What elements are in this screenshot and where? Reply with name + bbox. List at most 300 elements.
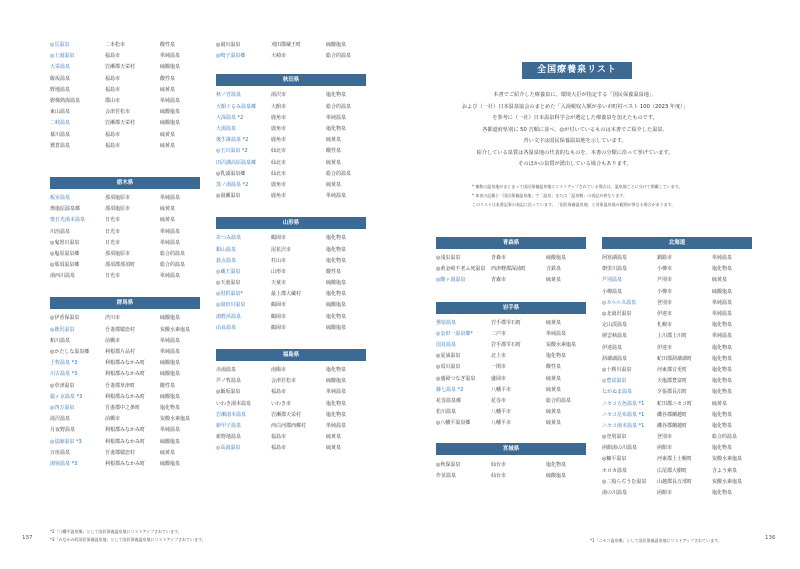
onsen-spring-type: 塩化物泉 xyxy=(546,461,567,468)
onsen-city: 磯谷郡蘭越町 xyxy=(657,411,688,418)
onsen-row xyxy=(50,347,200,358)
onsen-city: 北上市 xyxy=(491,353,507,360)
onsen-name: ◎北湯沢温泉 xyxy=(602,311,632,318)
onsen-name: 伊達温泉 xyxy=(602,344,623,351)
onsen-name: 秋ノ宮温泉 xyxy=(216,92,242,99)
onsen-city: 利根郡みなかみ町 xyxy=(105,438,146,445)
onsen-spring-type: 硫酸塩泉 xyxy=(326,324,347,331)
section-yamagata xyxy=(216,217,366,334)
onsen-name: 新甲子温泉 xyxy=(216,422,242,429)
onsen-row xyxy=(216,410,366,421)
onsen-spring-type: 塩化物泉 xyxy=(326,313,347,320)
onsen-name: ながぬま温泉 xyxy=(602,389,633,396)
onsen-city: 八幡平市 xyxy=(491,409,512,416)
onsen-spring-type: 単純温泉 xyxy=(160,349,181,356)
onsen-name: ◎伊香保温泉 xyxy=(50,315,80,322)
onsen-city: 山形市 xyxy=(271,268,287,275)
onsen-spring-type: 硫酸塩泉 xyxy=(160,438,181,445)
onsen-city: 吾妻郡嬬恋村 xyxy=(105,326,136,333)
onsen-spring-type: 塩化物泉 xyxy=(326,246,347,253)
onsen-city: 日光市 xyxy=(105,239,121,246)
onsen-name: 田沢湖高原温泉郷 xyxy=(216,159,257,166)
onsen-spring-type: 硫酸塩泉 xyxy=(160,315,181,322)
onsen-spring-type: 単純温泉 xyxy=(326,114,347,121)
onsen-name: 銀山温泉 xyxy=(216,246,237,253)
onsen-name: 東山温泉 xyxy=(50,109,71,116)
onsen-city: 日光市 xyxy=(105,217,121,224)
onsen-name: 飯坂温泉 xyxy=(50,75,71,82)
onsen-row xyxy=(602,275,752,286)
col-3 xyxy=(436,234,586,482)
section-aomori xyxy=(436,237,586,287)
onsen-spring-type: 酸性泉 xyxy=(326,148,342,155)
onsen-row xyxy=(436,329,586,340)
onsen-row xyxy=(216,40,366,51)
onsen-row xyxy=(436,264,586,275)
prefecture-header: 山形県 xyxy=(216,217,366,229)
onsen-name: 国見温泉 xyxy=(436,342,457,349)
onsen-city: 日光市 xyxy=(105,228,121,235)
text-line: そのほかの泉質が湧出している場合もあります。 xyxy=(518,161,632,167)
onsen-list xyxy=(436,459,586,481)
onsen-row xyxy=(50,425,200,436)
onsen-name: 定山渓温泉 xyxy=(602,322,628,329)
onsen-spring-type: 硫黄泉 xyxy=(546,420,562,427)
onsen-city: 大崎市 xyxy=(271,53,287,60)
onsen-spring-type: 単純温泉 xyxy=(160,239,181,246)
onsen-name: 川古温泉 *3 xyxy=(50,371,78,378)
onsen-row xyxy=(216,289,366,300)
col-4 xyxy=(602,234,752,499)
onsen-city: 鹿角市 xyxy=(271,137,287,144)
onsen-city: 福島市 xyxy=(105,53,121,60)
onsen-row xyxy=(50,260,200,271)
onsen-city: 利根郡みなかみ町 xyxy=(105,360,146,367)
onsen-name: ◎岳温泉 xyxy=(50,42,70,49)
onsen-row xyxy=(602,309,752,320)
onsen-spring-type: 炭酸水素塩泉 xyxy=(160,416,191,423)
onsen-city: 福島市 xyxy=(271,389,287,396)
onsen-spring-type: 硫酸塩泉 xyxy=(160,64,181,71)
onsen-name: ◎飯坂温泉 xyxy=(216,389,241,396)
onsen-spring-type: 塩化物泉 xyxy=(326,257,347,264)
onsen-row xyxy=(602,432,752,443)
onsen-spring-type: 単純温泉 xyxy=(160,194,181,201)
onsen-row xyxy=(602,488,752,499)
onsen-city: 仙北市 xyxy=(271,170,287,177)
onsen-name: ニセコ五色温泉 *1 xyxy=(602,400,645,407)
onsen-name: ◎二股らぢうむ温泉 xyxy=(602,478,647,485)
onsen-row xyxy=(216,365,366,376)
notes xyxy=(472,182,722,209)
onsen-name: 万座温泉 xyxy=(50,449,71,456)
prefecture-header: 青森県 xyxy=(436,237,586,249)
onsen-city: 南陽市 xyxy=(271,367,287,374)
onsen-spring-type: 単純温泉 xyxy=(326,389,347,396)
onsen-spring-type: 酸性泉 xyxy=(160,382,176,389)
col-2 xyxy=(216,40,366,454)
onsen-spring-type: 塩化物泉 xyxy=(326,367,347,374)
onsen-name: ◎秋保温泉 xyxy=(436,461,461,468)
onsen-row xyxy=(216,233,366,244)
onsen-spring-type: 硫酸塩泉 xyxy=(326,42,347,49)
onsen-city: 仙台市 xyxy=(491,461,507,468)
onsen-spring-type: 硫黄泉 xyxy=(160,131,176,138)
onsen-row xyxy=(216,191,366,202)
onsen-name: 湯宿温泉 *3 xyxy=(50,460,78,467)
onsen-city: 鶴岡市 xyxy=(271,313,287,320)
onsen-name: 後生掛温泉 *2 xyxy=(216,137,249,144)
onsen-spring-type: 単純温泉 xyxy=(712,333,733,340)
onsen-spring-type: 単純温泉 xyxy=(160,98,181,105)
onsen-row xyxy=(50,62,200,73)
onsen-row xyxy=(216,102,366,113)
onsen-row xyxy=(50,436,200,447)
onsen-city: 青森市 xyxy=(491,255,507,262)
section-hokkaido xyxy=(602,237,752,499)
onsen-spring-type: 炭酸水素塩泉 xyxy=(712,456,743,463)
onsen-row xyxy=(216,432,366,443)
onsen-name: ◎湯田川温泉 xyxy=(216,302,246,309)
onsen-name: 滝沢温泉 xyxy=(50,416,71,423)
page-title: 全国療養泉リスト xyxy=(522,62,632,79)
onsen-city: 夕張郡長沼町 xyxy=(657,389,688,396)
onsen-spring-type: 硫黄泉 xyxy=(546,386,562,393)
onsen-name: 湯野浜温泉 xyxy=(216,313,242,320)
onsen-spring-type: 硫酸塩泉 xyxy=(160,393,181,400)
text-line: 本書でご紹介した療養泉に、環境大臣が指定する「国民保養温泉地」、 xyxy=(493,92,657,98)
onsen-spring-type: 硫酸塩泉 xyxy=(712,288,733,295)
onsen-row xyxy=(50,130,200,141)
onsen-spring-type: 塩化物泉 xyxy=(326,291,347,298)
onsen-spring-type: 硫酸塩泉 xyxy=(160,120,181,127)
onsen-list xyxy=(602,253,752,499)
onsen-row xyxy=(50,414,200,425)
onsen-name: ◎鬼怒川温泉 xyxy=(50,239,80,246)
onsen-name: 磐梯熱海温泉 xyxy=(50,98,81,105)
onsen-city: 芦別市 xyxy=(657,277,673,284)
onsen-name: 二岐温泉 xyxy=(50,120,71,127)
onsen-row xyxy=(436,362,586,373)
onsen-city: 天塩郡豊富町 xyxy=(657,378,688,385)
onsen-name: ◎玉川温泉 *2 xyxy=(216,148,248,155)
onsen-row xyxy=(216,51,366,62)
onsen-city: 那須塩原市 xyxy=(105,194,131,201)
onsen-name: ◎八幡平温泉郷 xyxy=(436,420,471,427)
onsen-row xyxy=(50,369,200,380)
onsen-row xyxy=(436,396,586,407)
onsen-list xyxy=(436,253,586,287)
prefecture-header: 宮城県 xyxy=(436,443,586,455)
onsen-name: 鷲倉温泉 xyxy=(50,142,71,149)
onsen-name: ◎かたしな温泉郷 xyxy=(50,349,90,356)
onsen-city: 岩瀬郡天栄村 xyxy=(271,411,302,418)
onsen-spring-type: 単純温泉 xyxy=(712,255,733,262)
onsen-spring-type: 塩化物泉 xyxy=(712,322,733,329)
onsen-spring-type: 含鉄泉 xyxy=(546,266,562,273)
page-number-left: 137 xyxy=(22,535,33,541)
onsen-name: ◎登別温泉 xyxy=(602,434,627,441)
onsen-city: 河東郡音更町 xyxy=(657,366,688,373)
onsen-city: 西白河郡西郷村 xyxy=(271,422,307,429)
onsen-name: ◎浅虫温泉 xyxy=(436,255,461,262)
intro-text xyxy=(440,90,710,171)
onsen-row xyxy=(216,399,366,410)
onsen-city: 福島市 xyxy=(271,434,287,441)
text-line: * 複数の温泉地がまとまって国民保養温泉地にリストアップされている場合は、温泉地ごとに分けて掲載しています。 xyxy=(472,184,683,189)
onsen-spring-type: 単純温泉 xyxy=(712,311,733,318)
onsen-row xyxy=(216,90,366,101)
onsen-city: 前橋市 xyxy=(105,337,121,344)
text-line: * 本表の記載と「国民保養温泉地」で「温泉」または「温泉郷」の表記が異なります。 xyxy=(472,193,627,198)
onsen-city: 那須塩原市 xyxy=(105,250,131,257)
onsen-spring-type: 塩化物泉 xyxy=(712,378,733,385)
onsen-city: 吾妻郡嬬恋村 xyxy=(105,449,136,456)
onsen-spring-type: 総合的温泉 xyxy=(546,397,572,404)
onsen-name: あつみ温泉 xyxy=(216,235,242,242)
onsen-name: ◎法師温泉 *3 xyxy=(50,438,82,445)
onsen-name: 大深温泉 *2 xyxy=(216,114,244,121)
onsen-city: 岩手郡雫石町 xyxy=(491,342,522,349)
onsen-row xyxy=(50,118,200,129)
onsen-row xyxy=(216,323,366,334)
onsen-spring-type: 硫黄泉 xyxy=(546,409,562,416)
onsen-city: 利根郡みなかみ町 xyxy=(105,460,146,467)
onsen-name: 湯西川温泉 xyxy=(50,273,76,280)
onsen-name: 芦別温泉 xyxy=(602,277,623,284)
onsen-spring-type: 酸性泉 xyxy=(160,75,176,82)
onsen-row xyxy=(50,313,200,324)
onsen-city: 鹿角市 xyxy=(271,181,287,188)
onsen-name: ◎盛岡つなぎ温泉 xyxy=(436,375,476,382)
onsen-row xyxy=(50,336,200,347)
onsen-name: 花巻温泉郷 xyxy=(436,397,462,404)
text-line: 青い文字は国民保養温泉地を示しています。 xyxy=(523,138,627,144)
onsen-name: ◎十勝川温泉 xyxy=(602,366,632,373)
onsen-city: 函館市 xyxy=(657,445,673,452)
onsen-name: 上牧温泉 *3 xyxy=(50,360,78,367)
onsen-spring-type: 硫黄泉 xyxy=(712,400,728,407)
onsen-city: 登別市 xyxy=(657,434,673,441)
onsen-spring-type: 硫酸塩泉 xyxy=(160,371,181,378)
onsen-name: ◎乳頭温泉郷 xyxy=(216,170,246,177)
onsen-spring-type: 塩化物泉 xyxy=(712,366,733,373)
onsen-row xyxy=(216,300,366,311)
onsen-row xyxy=(602,421,752,432)
onsen-city: 刈田郡蔵王町 xyxy=(271,42,302,49)
onsen-spring-type: 塩化物泉 xyxy=(160,404,181,411)
onsen-city: 会津若松市 xyxy=(271,378,297,385)
onsen-spring-type: 塩化物泉 xyxy=(712,266,733,273)
onsen-name: 天栄温泉 xyxy=(50,64,71,71)
text-line: *2「八幡平温泉郷」として国民保養温泉地にリストアップされています。 xyxy=(50,529,182,534)
onsen-city: 伊達市 xyxy=(657,344,673,351)
onsen-city: 利根郡片品村 xyxy=(105,349,136,356)
onsen-spring-type: 硫酸塩泉 xyxy=(160,109,181,116)
onsen-spring-type: 塩化物泉 xyxy=(712,355,733,362)
onsen-name: ◎黄金崎不老ふ死温泉 xyxy=(436,266,486,273)
onsen-name: ◎カルルス温泉 xyxy=(602,299,637,306)
onsen-spring-type: 塩化物泉 xyxy=(712,344,733,351)
onsen-city: 盛岡市 xyxy=(491,375,507,382)
onsen-name: 野地温泉 xyxy=(50,86,71,93)
onsen-spring-type: 硫酸塩泉 xyxy=(160,360,181,367)
onsen-city: 二本松市 xyxy=(105,42,126,49)
onsen-list xyxy=(216,233,366,334)
section-miyagi xyxy=(436,443,586,481)
onsen-name: 松川温泉 xyxy=(436,409,457,416)
col-1 xyxy=(50,40,200,470)
onsen-spring-type: 単純温泉 xyxy=(326,422,347,429)
onsen-city: 岩手郡雫石町 xyxy=(491,319,522,326)
prefecture-header: 北海道 xyxy=(602,237,752,249)
onsen-city: 一関市 xyxy=(491,364,507,371)
onsen-name: ◎高湯温泉 xyxy=(216,445,241,452)
onsen-city: 利根郡みなかみ町 xyxy=(105,393,146,400)
onsen-row xyxy=(50,74,200,85)
onsen-name: ◎鳴子温泉郷 xyxy=(216,53,246,60)
onsen-spring-type: 塩化物泉 xyxy=(326,92,347,99)
onsen-name: ◎湯川温泉 xyxy=(216,42,241,49)
onsen-city: 岩瀬郡天栄村 xyxy=(105,120,136,127)
section-akita xyxy=(216,74,366,202)
onsen-name: 朝里川温泉 xyxy=(602,266,628,273)
prefecture-header: 群馬県 xyxy=(50,297,200,309)
onsen-row xyxy=(602,354,752,365)
footnote-right: *1「ニセコ温泉郷」として国民保養温泉地にリストアップされています。 xyxy=(590,538,722,543)
onsen-name: ◎金田一温泉郷* xyxy=(436,330,473,337)
onsen-name: ◎塩原温泉郷 xyxy=(50,250,80,257)
prefecture-header: 岩手県 xyxy=(436,302,586,314)
text-line: 各都道府県別に 50 音順に並べ、◎が付いているものは本書でご紹介した温泉、 xyxy=(482,126,668,133)
onsen-name: 川治温泉 xyxy=(50,228,71,235)
onsen-row xyxy=(602,287,752,298)
prefecture-header: 栃木県 xyxy=(50,177,200,189)
onsen-city: 尾花沢市 xyxy=(271,246,292,253)
onsen-row xyxy=(50,271,200,282)
onsen-spring-type: 単純温泉 xyxy=(160,273,181,280)
onsen-name: ホロカ温泉 xyxy=(602,467,628,474)
onsen-spring-type: 含よう素泉 xyxy=(712,467,738,474)
onsen-city: 渋川市 xyxy=(105,315,121,322)
onsen-list xyxy=(216,90,366,202)
text-line: *3「みなかみ町国民保養温泉地」として国民保養温泉地にリストアップされています。 xyxy=(50,537,206,542)
onsen-row xyxy=(50,107,200,118)
onsen-name: 作並温泉 xyxy=(436,472,457,479)
onsen-spring-type: 硫黄泉 xyxy=(160,449,176,456)
onsen-spring-type: 硫酸塩泉 xyxy=(546,472,567,479)
onsen-row xyxy=(50,215,200,226)
onsen-spring-type: 炭酸水素塩泉 xyxy=(160,326,191,333)
onsen-city: 釧路市 xyxy=(657,255,673,262)
onsen-name: 大湯温泉 xyxy=(216,126,237,133)
footnotes-left xyxy=(50,528,370,544)
onsen-row xyxy=(436,418,586,429)
onsen-spring-type: 硫酸塩泉 xyxy=(160,460,181,467)
onsen-name: 新野地温泉 xyxy=(216,434,242,441)
onsen-row xyxy=(602,298,752,309)
onsen-spring-type: 総合的温泉 xyxy=(160,250,186,257)
onsen-row xyxy=(216,146,366,157)
onsen-city: 村山市 xyxy=(271,257,287,264)
onsen-name: ◎糠平温泉 xyxy=(602,456,627,463)
onsen-spring-type: 塩化物泉 xyxy=(326,400,347,407)
onsen-row xyxy=(436,374,586,385)
section-gunma xyxy=(50,297,200,470)
onsen-spring-type: 単純温泉 xyxy=(160,53,181,60)
onsen-city: 吾妻郡草津町 xyxy=(105,382,136,389)
onsen-row xyxy=(216,169,366,180)
onsen-row xyxy=(216,244,366,255)
onsen-spring-type: 単純温泉 xyxy=(712,299,733,306)
onsen-spring-type: 塩化物泉 xyxy=(712,422,733,429)
onsen-city: 伊達市 xyxy=(657,311,673,318)
onsen-spring-type: 単純温泉 xyxy=(546,330,567,337)
prefecture-header: 福島県 xyxy=(216,349,366,361)
onsen-row xyxy=(216,135,366,146)
onsen-row xyxy=(602,376,752,387)
onsen-row xyxy=(50,249,200,260)
onsen-city: 函館市 xyxy=(657,490,673,497)
onsen-name: 鶯宿温泉 xyxy=(436,319,457,326)
onsen-list xyxy=(50,313,200,470)
onsen-name: 小樽温泉 xyxy=(602,288,623,295)
onsen-row xyxy=(602,410,752,421)
onsen-city: 仙台市 xyxy=(491,472,507,479)
onsen-city: 西津軽郡深浦町 xyxy=(491,266,527,273)
onsen-spring-type: 硫酸塩泉 xyxy=(326,280,347,287)
onsen-row xyxy=(602,253,752,264)
onsen-row xyxy=(602,387,752,398)
onsen-name: 岩瀬湯本温泉 xyxy=(216,411,247,418)
onsen-row xyxy=(436,318,586,329)
onsen-row xyxy=(602,466,752,477)
onsen-city: 会津若松市 xyxy=(105,109,131,116)
onsen-name: ◎蔵王温泉 xyxy=(216,268,241,275)
onsen-spring-type: 総合的温泉 xyxy=(326,103,352,110)
onsen-row xyxy=(216,180,366,191)
onsen-name: 函館湯の川温泉 xyxy=(602,445,638,452)
onsen-name: ◎天童温泉 xyxy=(216,280,241,287)
onsen-row xyxy=(602,477,752,488)
onsen-name: ◎那須温泉郷 xyxy=(50,262,80,269)
onsen-city: 花巻市 xyxy=(491,397,507,404)
onsen-row xyxy=(50,403,200,414)
onsen-spring-type: 硫黄泉 xyxy=(546,277,562,284)
onsen-name: ◎酸ヶ湯温泉 xyxy=(436,277,466,284)
onsen-list xyxy=(50,193,200,283)
onsen-name: 藤七温泉 *2 xyxy=(436,386,464,393)
text-line: を参考に（一社）日本温泉科学会が選定した療養泉を加えたものです。 xyxy=(492,115,658,121)
onsen-city: 那須郡那須町 xyxy=(105,262,136,269)
onsen-spring-type: 塩化物泉 xyxy=(326,126,347,133)
onsen-name: ◎肘折温泉* xyxy=(216,291,243,298)
onsen-spring-type: 塩化物泉 xyxy=(712,411,733,418)
onsen-city: 河東郡上士幌町 xyxy=(657,456,693,463)
onsen-city: いわき市 xyxy=(271,400,292,407)
onsen-city: 仙北市 xyxy=(271,148,287,155)
onsen-city: 利根郡みなかみ町 xyxy=(105,371,146,378)
onsen-row xyxy=(216,376,366,387)
section-iwate xyxy=(436,302,586,430)
onsen-row xyxy=(602,264,752,275)
onsen-name: 湯の川温泉 xyxy=(602,490,628,497)
onsen-spring-type: 酸性泉 xyxy=(160,42,176,49)
onsen-spring-type: 総合的温泉 xyxy=(160,262,186,269)
onsen-name: 奥日光湯本温泉 xyxy=(50,217,86,224)
onsen-city: 郡山市 xyxy=(105,98,121,105)
onsen-spring-type: 硫酸塩泉 xyxy=(326,378,347,385)
